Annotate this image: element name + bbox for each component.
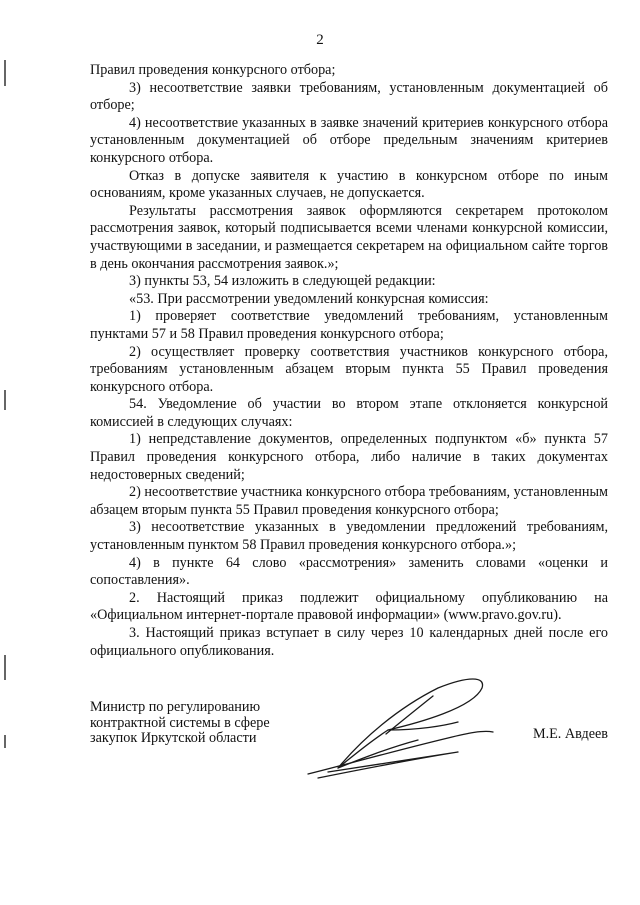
paragraph: 4) несоответствие указанных в заявке значений критериев конкурсного отбора установленным документацией об отборе предельным значениям критериев конкурсного отбора.	[90, 114, 608, 166]
handwritten-signature	[268, 668, 518, 783]
paragraph: 2. Настоящий приказ подлежит официальному опубликованию на «Официальном интернет-портале правовой информации» (www.pravo.gov.ru).	[90, 589, 608, 624]
signer-position-line: контрактной системы в сфере	[90, 714, 270, 731]
signer-position-line: закупок Иркутской области	[90, 730, 257, 746]
paragraph: 2) осуществляет проверку соответствия участников конкурсного отбора, требованиям установленным абзацем вторым пункта 55 Правил проведения конкурсного отбора.	[90, 343, 608, 395]
paragraph: 2) несоответствие участника конкурсного отбора требованиям, установленным абзацем вторым пункта 55 Правил проведения конкурсного отбора;	[90, 484, 608, 518]
page-number: 2	[316, 32, 324, 48]
paragraph: «53. При рассмотрении уведомлений конкурсная комиссия:	[129, 290, 489, 307]
signer-name: М.Е. Авдеев	[532, 726, 608, 742]
signer-position-line: Министр по регулированию	[90, 699, 261, 715]
paragraph: Результаты рассмотрения заявок оформляются секретарем протоколом рассмотрения заявок, который подписывается всеми членами конкурсной комиссии, участвующими в заседании, и размещается секретарем на официальном сайте торгов в день окончания рассмотрения заявок.»;	[90, 202, 608, 272]
paragraph: 3) пункты 53, 54 изложить в следующей редакции:	[129, 273, 436, 290]
signer-position	[90, 700, 270, 747]
scan-edge-marks	[0, 0, 12, 905]
paragraph: 1) проверяет соответствие уведомлений требованиям, установленным пунктами 57 и 58 Правил проведения конкурсного отбора;	[90, 308, 608, 342]
paragraph: 1) непредставление документов, определенных подпунктом «б» пункта 57 Правил проведения конкурсного отбора, либо наличие в таких документах недостоверных сведений;	[90, 431, 608, 483]
paragraph: 54. Уведомление об участии во втором этапе отклоняется конкурсной комиссией в следующих случаях:	[90, 396, 608, 430]
paragraph: 3) несоответствие указанных в уведомлении предложений требованиям, установленным пунктом 58 Правил проведения конкурсного отбора.»;	[90, 519, 608, 554]
paragraph: Отказ в допуске заявителя к участию в конкурсном отборе по иным основаниям, кроме указанных случаев, не допускается.	[90, 167, 608, 202]
paragraph: 4) в пункте 64 слово «рассмотрения» заменить словами «оценки и сопоставления».	[90, 554, 608, 589]
paragraph: 3) несоответствие заявки требованиям, установленным документацией об отборе;	[90, 79, 608, 114]
paragraph: 3. Настоящий приказ вступает в силу через 10 календарных дней после его официального опубликования.	[90, 625, 608, 659]
signature-block	[90, 694, 608, 784]
document-body	[90, 62, 608, 660]
paragraph: Правил проведения конкурсного отбора;	[90, 62, 336, 78]
